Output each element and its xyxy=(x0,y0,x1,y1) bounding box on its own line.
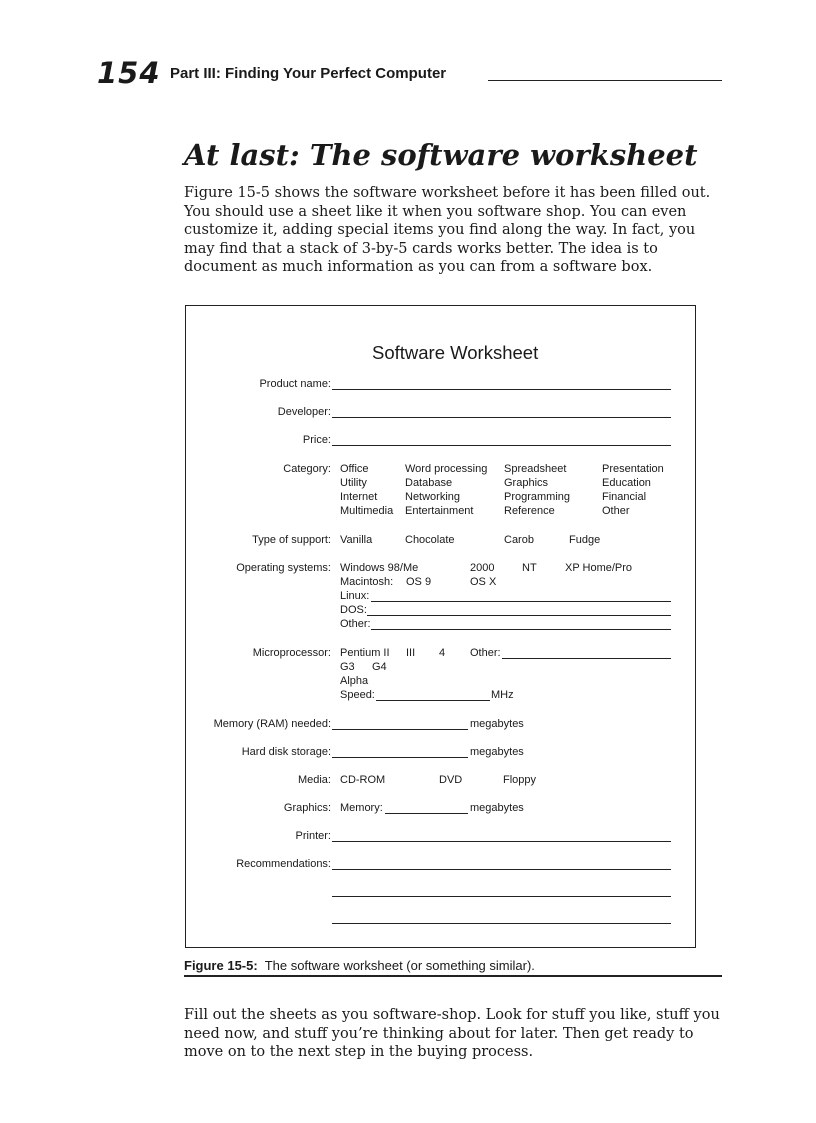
os-mac-osx: OS X xyxy=(470,576,497,588)
graphics-memory-label: Memory: xyxy=(340,802,383,814)
category-label: Category: xyxy=(283,463,331,475)
disk-label: Hard disk storage: xyxy=(241,746,331,758)
header-rule xyxy=(488,80,722,81)
developer-label: Developer: xyxy=(277,406,331,418)
graphics-label: Graphics: xyxy=(283,802,331,814)
category-option: Office xyxy=(340,463,369,475)
cpu-pentium: Pentium II xyxy=(340,647,390,659)
caption-rule xyxy=(184,975,722,977)
os-win-xp: XP Home/Pro xyxy=(565,562,633,574)
category-option: Entertainment xyxy=(405,505,474,517)
worksheet-figure xyxy=(185,305,696,948)
media-option: Floppy xyxy=(503,774,537,786)
support-option: Chocolate xyxy=(405,534,455,546)
os-linux-label: Linux: xyxy=(340,590,370,602)
media-label: Media: xyxy=(297,774,331,786)
graphics-unit: megabytes xyxy=(470,802,524,814)
figure-caption-text: The software worksheet (or something similar). xyxy=(264,958,535,973)
category-option: Other xyxy=(602,505,630,517)
media-option: CD-ROM xyxy=(340,774,386,786)
support-option: Carob xyxy=(504,534,534,546)
developer-line[interactable] xyxy=(332,417,671,418)
os-win-nt: NT xyxy=(522,562,537,574)
figure-label: Figure 15-5: xyxy=(184,958,258,973)
figure-caption xyxy=(184,958,535,973)
os-other-label: Other: xyxy=(340,618,371,630)
cpu-g3: G3 xyxy=(340,661,355,673)
recommendations-line[interactable] xyxy=(332,923,671,924)
category-option: Reference xyxy=(504,505,555,517)
os-mac-os9: OS 9 xyxy=(406,576,432,588)
page-number: 154 xyxy=(97,56,161,90)
category-option: Education xyxy=(602,477,651,489)
cpu-label: Microprocessor: xyxy=(252,647,331,659)
printer-line[interactable] xyxy=(332,841,671,842)
os-win-2000: 2000 xyxy=(470,562,495,574)
os-mac: Macintosh: xyxy=(340,576,394,588)
cpu-iii: III xyxy=(406,647,416,659)
intro-paragraph: Figure 15-5 shows the software worksheet before it has been filled out. You should use a sheet like it when you software shop. You can even customize it, adding special items you find along the way. In fact, you may find that a stack of 3-by-5 cards works better. The idea is to document as much information as you can from a software box. xyxy=(184,185,711,276)
category-option: Graphics xyxy=(504,477,549,489)
media-option: DVD xyxy=(439,774,463,786)
price-line[interactable] xyxy=(332,445,671,446)
closing-paragraph: Fill out the sheets as you software-shop. Look for stuff you like, stuff you need now, and stuff you’re thinking about for later. Then get ready to move on to the next step in the buying process. xyxy=(184,1007,720,1061)
os-dos-line[interactable] xyxy=(367,615,671,616)
category-option: Presentation xyxy=(602,463,664,475)
support-option: Vanilla xyxy=(340,534,373,546)
disk-unit: megabytes xyxy=(470,746,524,758)
os-dos-label: DOS: xyxy=(340,604,367,616)
memory-unit: megabytes xyxy=(470,718,524,730)
support-label: Type of support: xyxy=(252,534,331,546)
cpu-mhz: MHz xyxy=(491,689,514,701)
category-option: Multimedia xyxy=(340,505,394,517)
cpu-speed-line[interactable] xyxy=(376,700,490,701)
category-option: Word processing xyxy=(405,463,488,475)
graphics-memory-line[interactable] xyxy=(385,813,468,814)
category-option: Database xyxy=(405,477,453,489)
category-option: Financial xyxy=(602,491,647,503)
cpu-other-line[interactable] xyxy=(502,658,671,659)
product-name-label: Product name: xyxy=(259,378,331,390)
category-option: Programming xyxy=(504,491,571,503)
recommendations-line[interactable] xyxy=(332,869,671,870)
cpu-g4: G4 xyxy=(372,661,387,673)
disk-line[interactable] xyxy=(332,757,468,758)
category-option: Utility xyxy=(340,477,367,489)
category-option: Internet xyxy=(340,491,378,503)
os-label: Operating systems: xyxy=(236,562,331,574)
cpu-4: 4 xyxy=(439,647,446,659)
os-linux-line[interactable] xyxy=(371,601,671,602)
cpu-other-label: Other: xyxy=(470,647,501,659)
cpu-alpha: Alpha xyxy=(340,675,369,687)
running-head: Part III: Finding Your Perfect Computer xyxy=(170,65,447,82)
printer-label: Printer: xyxy=(295,830,331,842)
product-name-line[interactable] xyxy=(332,389,671,390)
recommendations-line[interactable] xyxy=(332,896,671,897)
memory-line[interactable] xyxy=(332,729,468,730)
cpu-speed-label: Speed: xyxy=(340,689,375,701)
price-label: Price: xyxy=(302,434,331,446)
worksheet-title: Software Worksheet xyxy=(372,342,539,363)
os-other-line[interactable] xyxy=(371,629,671,630)
category-option: Networking xyxy=(405,491,461,503)
support-option: Fudge xyxy=(569,534,601,546)
recommendations-label: Recommendations: xyxy=(236,858,331,870)
memory-label: Memory (RAM) needed: xyxy=(213,718,331,730)
section-title: At last: The software worksheet xyxy=(184,138,698,172)
category-option: Spreadsheet xyxy=(504,463,567,475)
os-windows: Windows 98/Me xyxy=(340,562,419,574)
